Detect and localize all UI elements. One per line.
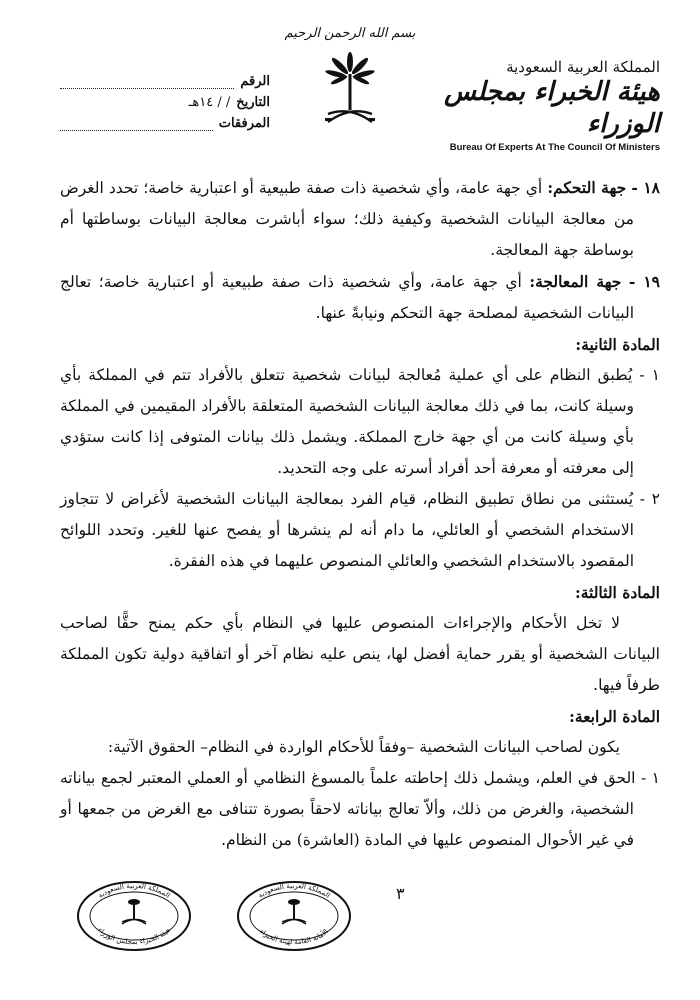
definition-text: أي جهة عامة، وأي شخصية ذات صفة طبيعية أو اعتبارية خاصة؛ تعالج البيانات الشخصية لمصلحة جهة التحكم ونيابةً عنها. <box>60 273 634 322</box>
letterhead <box>0 0 700 160</box>
bureau-name-arabic: هيئة الخبراء بمجلس الوزراء <box>444 77 660 139</box>
article-3-text: لا تخل الأحكام والإجراءات المنصوص عليها في النظام بأي حكم يمنح حقًّا لصاحب البيانات الشخصية أو يقرر حماية أفضل لها، ينص عليه نظام آخر أو اتفاقية دولية تكون المملكة طرفاً فيها. <box>60 614 660 694</box>
article-3-title: المادة الثالثة: <box>575 583 660 602</box>
definition-item-18 <box>60 172 660 266</box>
organization-block <box>430 58 660 153</box>
definition-text: أي جهة عامة، وأي شخصية ذات صفة طبيعية أو اعتبارية خاصة؛ تحدد الغرض من معالجة البيانات الشخصية وكيفية ذلك؛ سواء أباشرت معالجة البيانات بوساطتها أم بوساطة جهة المعالجة. <box>60 179 634 259</box>
seal-emblem-icon <box>122 899 146 924</box>
date-label: التاريخ <box>236 95 270 110</box>
definition-term: جهة التحكم: <box>547 178 627 197</box>
reference-number-row <box>60 68 270 89</box>
official-seal-right <box>236 880 352 952</box>
reference-fields <box>60 68 270 131</box>
official-seal-left <box>76 880 192 952</box>
article-4-title: المادة الرابعة: <box>569 707 660 726</box>
article-2-item-1: ١ - يُطبق النظام على أي عملية مُعالجة لبيانات شخصية تتعلق بالأفراد تتم في المملكة بأي وسيلة كانت، بما في ذلك معالجة البيانات الشخصية المتعلقة بالأفراد المقيمين في المملكة بأي وسيلة كانت من أي جهة خارج المملكة. ويشمل ذلك بيانات المتوفى إذا كانت ستؤدي إلى معرفته أو معرفة أحد أفراد أسرته على وجه التحديد. <box>60 366 660 477</box>
page-number: ٣ <box>396 884 405 903</box>
date-value: / / ١٤هـ <box>188 95 231 110</box>
saudi-emblem-icon <box>322 52 378 136</box>
attachments-line <box>60 118 213 131</box>
seal-left-top-text: المملكة العربية السعودية <box>96 881 172 900</box>
date-row <box>60 89 270 110</box>
basmala: بسم الله الرحمن الرحيم <box>284 26 416 41</box>
article-4-intro: يكون لصاحب البيانات الشخصية –وفقاً للأحكام الواردة في النظام– الحقوق الآتية: <box>107 738 620 756</box>
seal-emblem-icon <box>282 899 306 924</box>
item-number: ١٨ - <box>631 178 660 197</box>
definition-item-19 <box>60 266 660 329</box>
attachments-label: المرفقات <box>218 116 270 131</box>
reference-number-line <box>60 76 234 89</box>
reference-number-label: الرقم <box>240 74 270 89</box>
article-4-item-1: ١ - الحق في العلم، ويشمل ذلك إحاطته علماً بالمسوغ النظامي أو العملي المعتبر لجمع بياناته الشخصية، والغرض من ذلك، وألاّ تعالج بياناته لاحقاً بصورة تتنافى مع الغرض من جمعها أو في غير الأحوال المنصوص عليها في المادة (العاشرة) من النظام. <box>60 769 660 849</box>
article-2-title: المادة الثانية: <box>575 335 660 354</box>
document-body <box>60 172 660 856</box>
attachments-row <box>60 110 270 131</box>
seal-left-bottom-text: هيئة الخبراء بمجلس الوزراء <box>96 926 172 947</box>
item-number: ١٩ - <box>628 272 660 291</box>
bureau-name-english: Bureau Of Experts At The Council Of Ministers <box>449 142 660 153</box>
definition-term: جهة المعالجة: <box>529 272 622 291</box>
article-2-item-2: ٢ - يُستثنى من نطاق تطبيق النظام، قيام الفرد بمعالجة البيانات الشخصية لأغراض لا تتجاوز الاستخدام الشخصي أو العائلي، ما دام أنه لم ينشرها أو يفصح عنها للغير. وتحدد اللوائح المقصود بالاستخدام الشخصي والعائلي المنصوص عليهما في هذه الفقرة. <box>60 490 660 570</box>
kingdom-name: المملكة العربية السعودية <box>506 58 660 76</box>
seal-right-bottom-text: الأمانة العامة لهيئة الخبراء <box>258 927 330 947</box>
svg-text:الأمانة العامة لهيئة الخبراء <box>258 928 330 946</box>
svg-text:هيئة الخبراء بمجلس الوزراء <box>96 926 172 946</box>
seal-right-top-text: المملكة العربية السعودية <box>256 881 332 900</box>
